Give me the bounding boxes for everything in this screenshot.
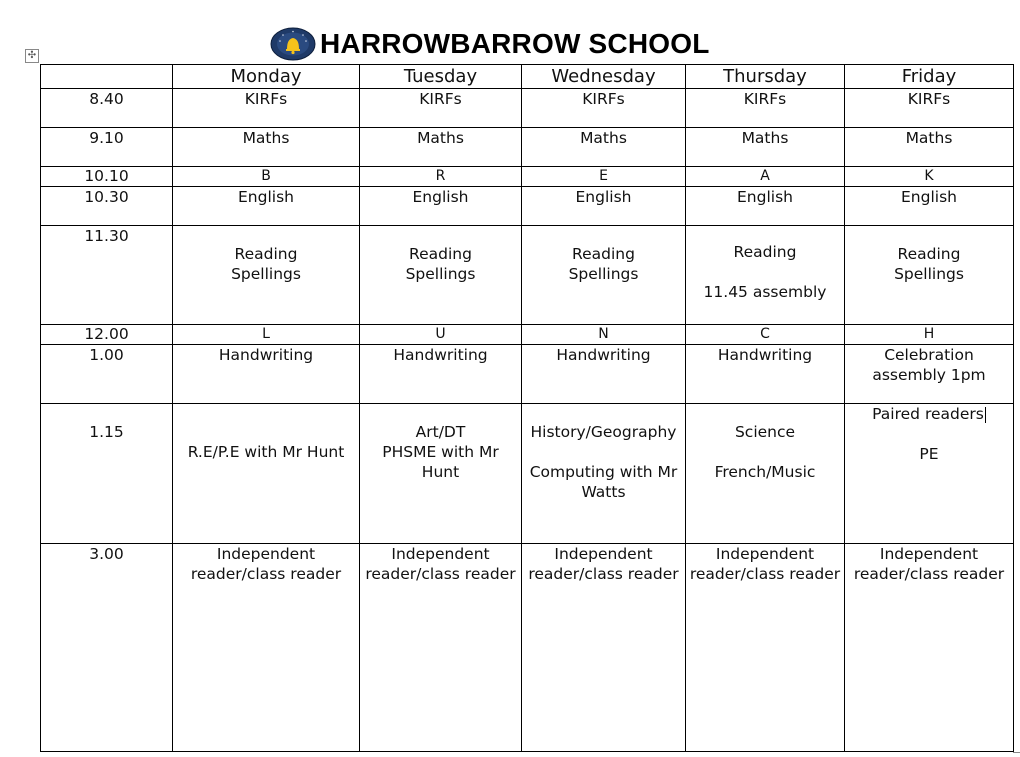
day-header: Friday xyxy=(845,65,1014,89)
time-cell: 12.00 xyxy=(41,325,173,345)
lunch-letter-cell: N xyxy=(522,325,686,345)
lesson-cell: R.E/P.E with Mr Hunt xyxy=(173,404,360,544)
break-letter-cell: B xyxy=(173,167,360,187)
table-row xyxy=(41,544,1014,752)
table-row xyxy=(41,89,1014,128)
table-row xyxy=(41,404,1014,544)
lesson-cell: Handwriting xyxy=(173,345,360,404)
time-cell: 1.00 xyxy=(41,345,173,404)
table-resize-handle[interactable] xyxy=(1013,752,1020,753)
table-row xyxy=(41,128,1014,167)
lesson-cell: Handwriting xyxy=(522,345,686,404)
lesson-cell: Maths xyxy=(360,128,522,167)
header-row xyxy=(41,65,1014,89)
lesson-cell: Maths xyxy=(686,128,845,167)
lesson-cell: KIRFs xyxy=(686,89,845,128)
lunch-letter-cell: C xyxy=(686,325,845,345)
lesson-cell: Independent reader/class reader xyxy=(686,544,845,752)
time-cell: 8.40 xyxy=(41,89,173,128)
title-block xyxy=(270,26,710,62)
lesson-cell: English xyxy=(845,187,1014,226)
table-move-handle-icon[interactable]: ✣ xyxy=(25,49,39,63)
corner-cell xyxy=(41,65,173,89)
text-cursor xyxy=(985,407,986,423)
lesson-cell: Maths xyxy=(173,128,360,167)
paired-readers-text: Paired readers xyxy=(872,405,984,423)
lesson-cell: KIRFs xyxy=(522,89,686,128)
lunch-letter-cell: H xyxy=(845,325,1014,345)
lesson-cell: Art/DT PHSME with Mr Hunt xyxy=(360,404,522,544)
lunch-letter-cell: L xyxy=(173,325,360,345)
table-row xyxy=(41,187,1014,226)
lesson-cell: Maths xyxy=(845,128,1014,167)
day-header: Wednesday xyxy=(522,65,686,89)
lesson-cell: English xyxy=(360,187,522,226)
time-cell: 10.10 xyxy=(41,167,173,187)
day-header: Thursday xyxy=(686,65,845,89)
lesson-cell: Reading Spellings xyxy=(522,226,686,325)
lesson-cell: Handwriting xyxy=(686,345,845,404)
timetable xyxy=(40,64,1014,752)
lesson-cell: Celebration assembly 1pm xyxy=(845,345,1014,404)
day-header: Monday xyxy=(173,65,360,89)
lesson-cell: KIRFs xyxy=(173,89,360,128)
lesson-cell: Reading 11.45 assembly xyxy=(686,226,845,325)
lesson-cell: Independent reader/class reader xyxy=(173,544,360,752)
time-cell: 11.30 xyxy=(41,226,173,325)
lesson-cell: Independent reader/class reader xyxy=(522,544,686,752)
table-row xyxy=(41,167,1014,187)
lesson-cell: English xyxy=(173,187,360,226)
lesson-cell: Science French/Music xyxy=(686,404,845,544)
school-bell-logo-icon xyxy=(270,27,316,61)
table-row xyxy=(41,226,1014,325)
time-cell: 10.30 xyxy=(41,187,173,226)
lesson-cell: Reading Spellings xyxy=(845,226,1014,325)
break-letter-cell: E xyxy=(522,167,686,187)
lesson-cell: Reading Spellings xyxy=(173,226,360,325)
break-letter-cell: A xyxy=(686,167,845,187)
lesson-cell: Maths xyxy=(522,128,686,167)
lunch-letter-cell: U xyxy=(360,325,522,345)
break-letter-cell: R xyxy=(360,167,522,187)
lesson-cell: Handwriting xyxy=(360,345,522,404)
lesson-cell: Independent reader/class reader xyxy=(845,544,1014,752)
lesson-cell: KIRFs xyxy=(360,89,522,128)
table-row xyxy=(41,325,1014,345)
lesson-cell: Independent reader/class reader xyxy=(360,544,522,752)
time-cell: 9.10 xyxy=(41,128,173,167)
time-cell: 1.15 xyxy=(41,404,173,544)
page-title: HARROWBARROW SCHOOL xyxy=(320,28,710,59)
table-row xyxy=(41,345,1014,404)
lesson-cell: Reading Spellings xyxy=(360,226,522,325)
lesson-cell: History/Geography Computing with Mr Watts xyxy=(522,404,686,544)
break-letter-cell: K xyxy=(845,167,1014,187)
time-cell: 3.00 xyxy=(41,544,173,752)
lesson-cell[interactable]: Paired readers PE xyxy=(845,404,1014,544)
lesson-cell: English xyxy=(686,187,845,226)
day-header: Tuesday xyxy=(360,65,522,89)
lesson-cell: KIRFs xyxy=(845,89,1014,128)
lesson-cell: English xyxy=(522,187,686,226)
